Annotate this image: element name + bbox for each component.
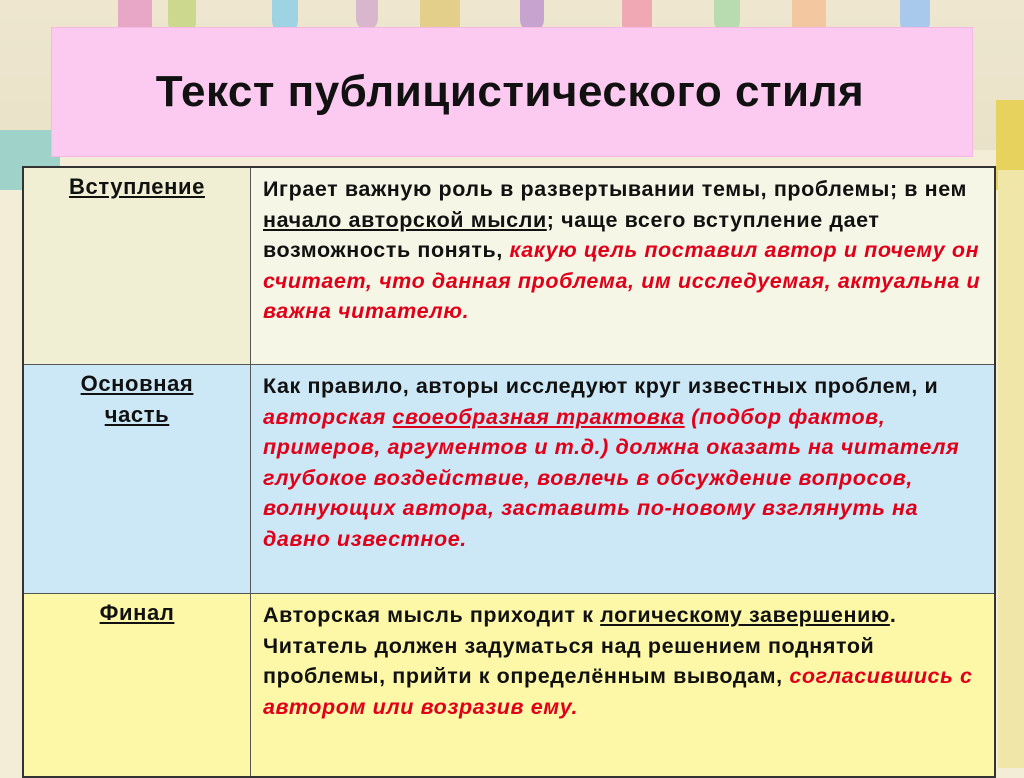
row-label-text: часть (104, 401, 170, 427)
background-decoration (998, 170, 1024, 768)
desc-text-highlight: авторская (263, 404, 393, 429)
row-description (251, 365, 996, 594)
desc-text-highlight: согласившись с автором или возразив ему. (263, 664, 973, 719)
desc-text: . Читатель должен задуматься над решением поднятой проблемы, прийти к определённым выводам, (263, 603, 897, 688)
row-label-text: Вступление (69, 174, 205, 199)
row-label-text: Финал (99, 600, 175, 625)
desc-text-underlined: логическому завершению (600, 603, 890, 627)
desc-text-highlight: какую цель поставил автор и почему он считает, что данная проблема, им исследуемая, актуальна и важна читателю. (263, 238, 981, 323)
page-title: Текст публицистического стиля (155, 67, 865, 116)
style-table (22, 166, 996, 778)
desc-text-highlight: (подбор фактов, примеров, аргументов и т.д.) должна оказать на читателя глубокое воздействие, вовлечь в обсуждение вопросов, волнующих автора, заставить по-новому взглянуть на давно известное. (263, 404, 960, 551)
desc-text: Авторская мысль приходит к (263, 603, 601, 627)
row-label-intro (23, 167, 251, 365)
desc-text: Как правило, авторы исследуют круг известных проблем, и (263, 374, 939, 398)
row-label-main (23, 365, 251, 594)
table-row (23, 167, 995, 365)
table-row (23, 594, 995, 778)
row-label-text: Основная (80, 371, 194, 396)
desc-text-underlined: начало авторской мысли (263, 207, 547, 232)
row-description (251, 594, 996, 778)
row-description (251, 167, 996, 365)
table-row (23, 365, 995, 594)
desc-text: ; чаще всего вступление дает возможность понять, (263, 207, 880, 262)
row-label-final (23, 594, 251, 778)
bottle-decoration (356, 0, 378, 30)
title-banner (52, 28, 972, 156)
desc-text-highlight-underlined: своеобразная трактовка (392, 404, 685, 429)
desc-text: Играет важную роль в развертывании темы, проблемы; в нем (263, 177, 968, 201)
